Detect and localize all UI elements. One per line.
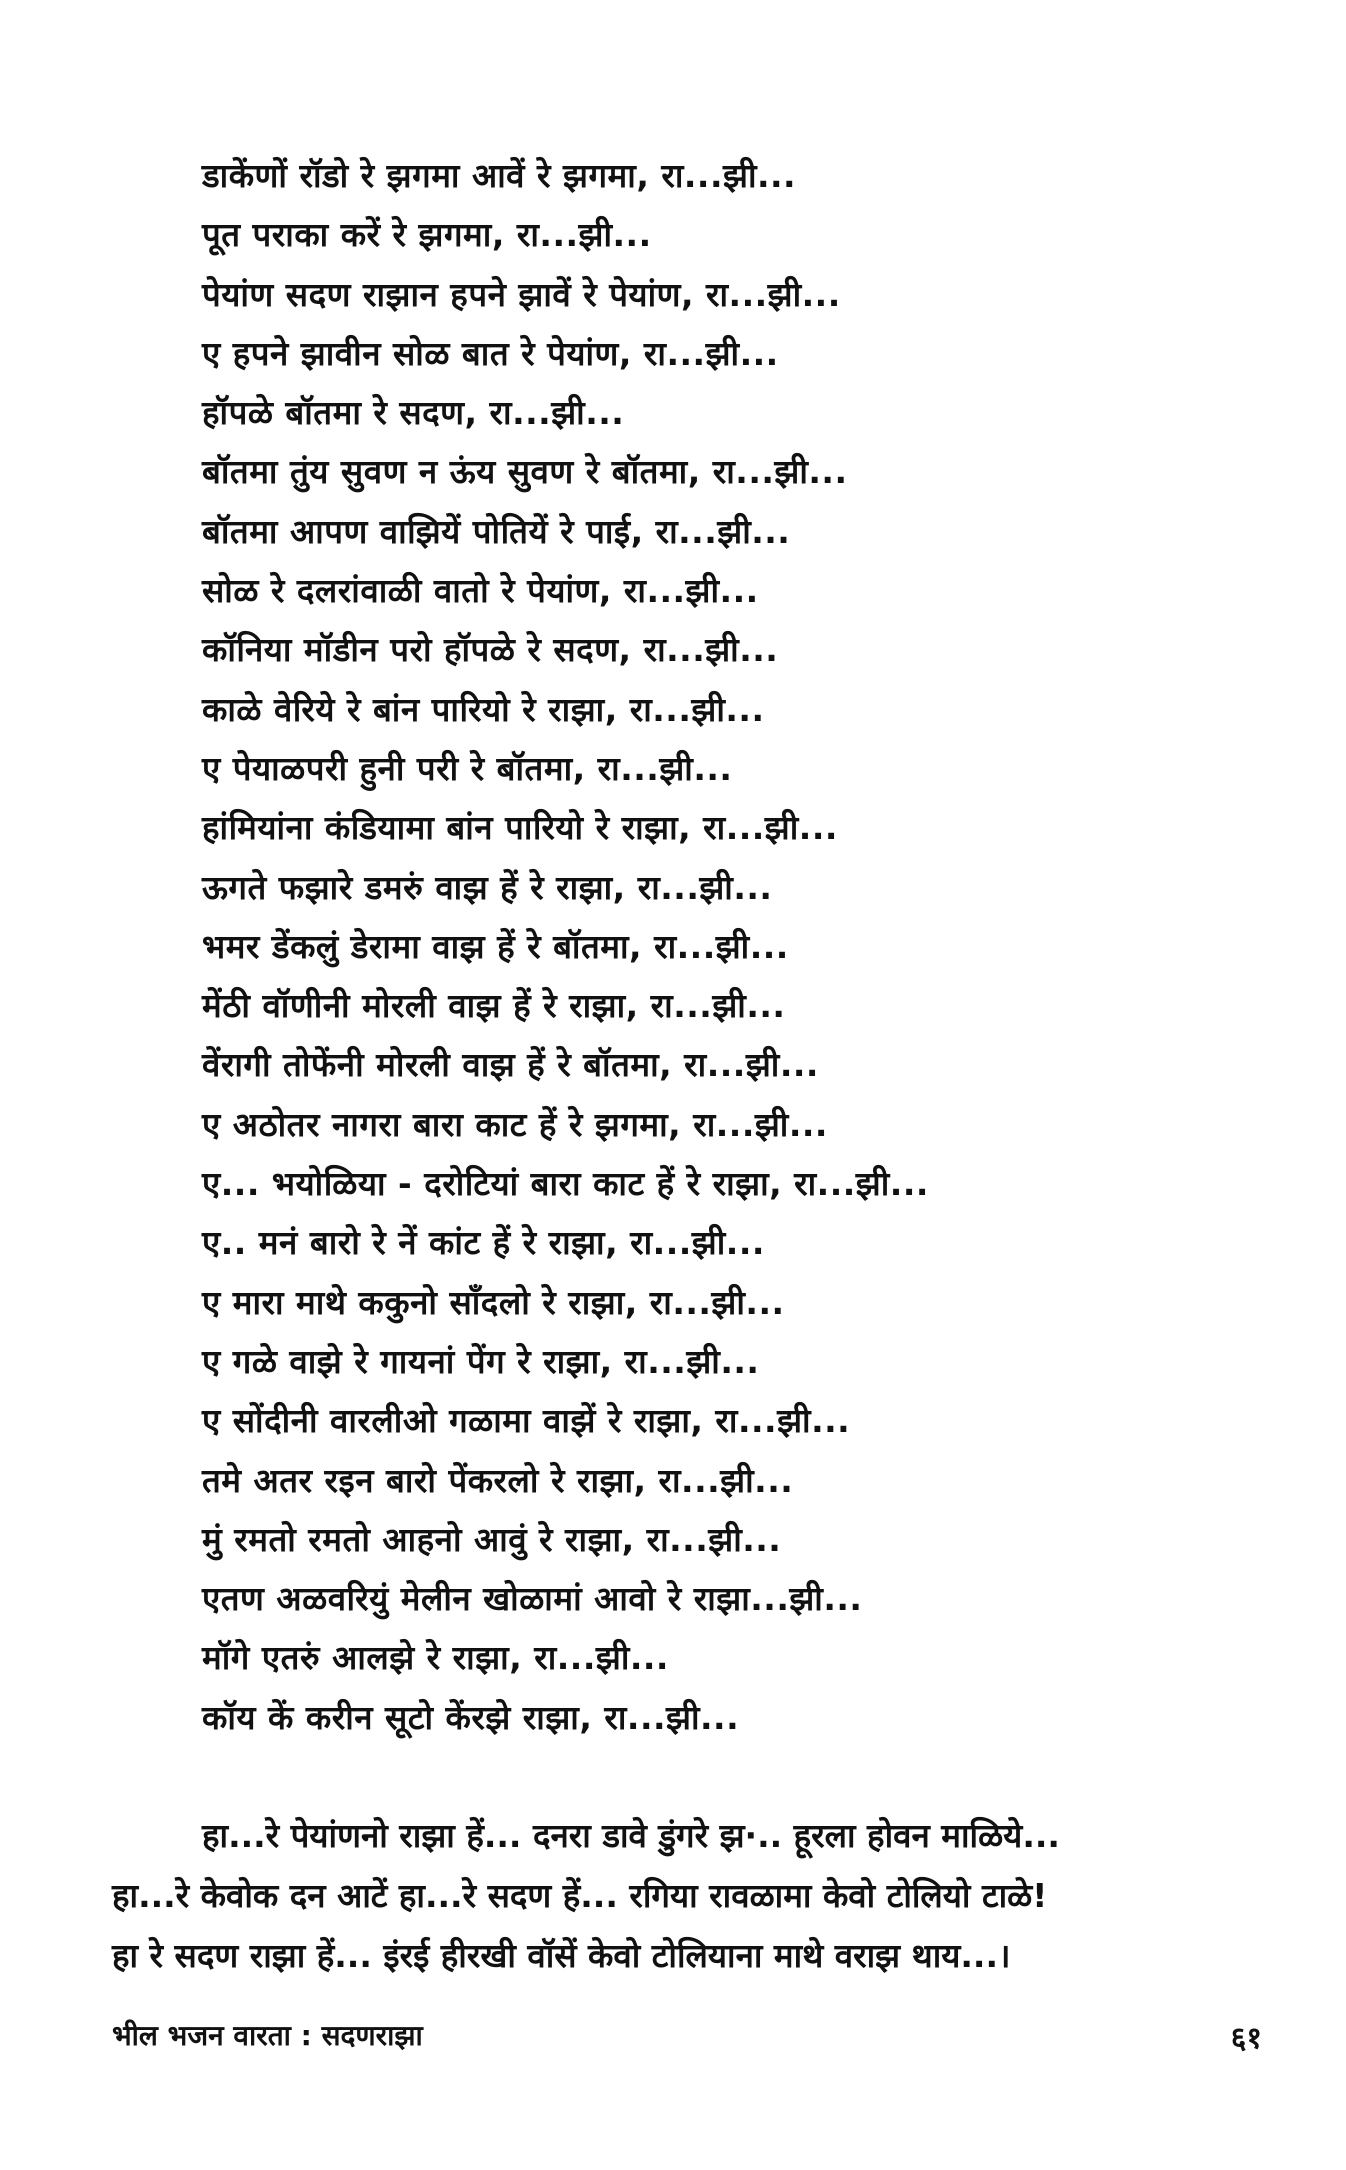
verse-line: ए सोंदीनी वारलीओ गळामा वाझें रे राझा, रा...झी...: [202, 1401, 851, 1441]
verse-line: बॉतमा आपण वाझियें पोतियें रे पाई, रा...झी...: [202, 511, 791, 551]
verse-line: एतण अळवरियुं मेलीन खोळामां आवो रे राझा...झी...: [202, 1579, 863, 1619]
verse-line: ए अठोतर नागरा बारा काट हें रे झगमा, रा...झी...: [202, 1104, 828, 1144]
page-number: ६१: [1230, 2021, 1262, 2056]
verse-line: पूत पराका करें रे झगमा, रा...झी...: [202, 215, 652, 255]
verse-line: काळे वेरिये रे बांन पारियो रे राझा, रा...झी...: [202, 689, 765, 729]
verse-block: [202, 146, 1262, 1747]
verse-line: मेंठी वॉणीनी मोरली वाझ हें रे राझा, रा...झी...: [202, 986, 786, 1026]
verse-line: कॉनिया मॉडीन परो हॉपळे रे सदण, रा...झी...: [202, 630, 779, 670]
verse-line: वेंरागी तोफेंनी मोरली वाझ हें रे बॉतमा, रा...झी...: [202, 1045, 819, 1085]
verse-line: कॉय कें करीन सूटो केंरझे राझा, रा...झी...: [202, 1697, 740, 1737]
verse-line: हॉपळे बॉतमा रे सदण, रा...झी...: [202, 393, 625, 433]
prose-line: हा...रे केवोक दन आटें हा...रे सदण हें... रगिया रावळामा केवो टोलियो टाळे!: [112, 1876, 1048, 1915]
verse-line: मुं रमतो रमतो आहनो आवुं रे राझा, रा...झी...: [202, 1519, 782, 1559]
verse-line: सोळ रे दलरांवाळी वातो रे पेयांण, रा...झी...: [202, 571, 759, 611]
prose-line: हा रे सदण राझा हें... इंरई हीरखी वॉसें केवो टोलियाना माथे वराझ थाय...।: [112, 1936, 1011, 1975]
verse-line: डाकेंणों रॉडो रे झगमा आवें रे झगमा, रा...झी...: [202, 156, 797, 195]
prose-line: हा...रे पेयांणनो राझा हें... दनरा डावे डुंगरे झ·.. हूरला होवन माळिये...: [202, 1816, 1060, 1855]
running-footer-title: भील भजन वारता : सदणराझा: [112, 2019, 423, 2052]
verse-line: ए पेयाळपरी हुनी परी रे बॉतमा, रा...झी...: [202, 748, 733, 788]
verse-line: तमे अतर रइन बारो पेंकरलो रे राझा, रा...झी...: [202, 1460, 794, 1500]
verse-line: हांमियांना कंडियामा बांन पारियो रे राझा, रा...झी...: [202, 808, 838, 848]
verse-line: ए... भयोळिया - दरोटियां बारा काट हें रे राझा, रा...झी...: [202, 1164, 929, 1204]
verse-line: बॉतमा तुंय सुवण न ऊंय सुवण रे बॉतमा, रा...झी...: [202, 452, 848, 492]
prose-paragraph: [112, 1806, 1262, 1986]
verse-line: ए.. मनं बारो रे नें कांट हें रे राझा, रा...झी...: [202, 1223, 765, 1263]
verse-line: ए हपने झावीन सोळ बात रे पेयांण, रा...झी...: [202, 333, 779, 373]
verse-line: मॉगे एतरुं आलझे रे राझा, रा...झी...: [202, 1638, 669, 1678]
verse-line: ए मारा माथे ककुनो साँदलो रे राझा, रा...झी...: [202, 1282, 785, 1322]
verse-line: ऊगते फझारे डमरुं वाझ हें रे राझा, रा...झी...: [202, 867, 773, 907]
verse-line: भमर डेंकलुं डेरामा वाझ हें रे बॉतमा, रा...झी...: [202, 926, 789, 966]
page-footer: [112, 2016, 1262, 2060]
verse-line: पेयांण सदण राझान हपने झावें रे पेयांण, रा...झी...: [202, 274, 841, 314]
verse-line: ए गळे वाझे रे गायनां पेंग रे राझा, रा...झी...: [202, 1341, 760, 1381]
